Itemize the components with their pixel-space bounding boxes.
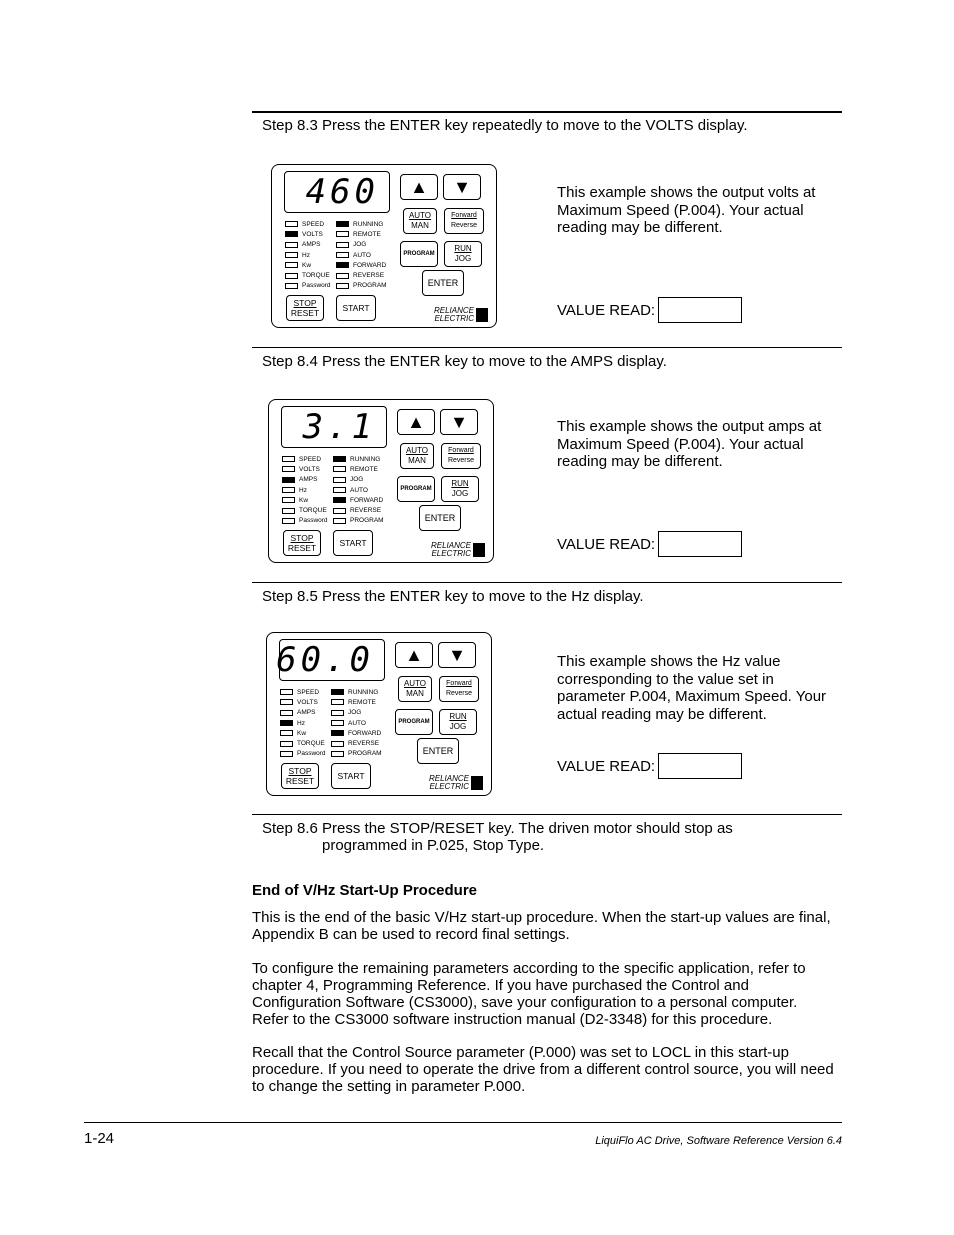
led-indicator [280,741,293,747]
led-indicator [285,252,298,258]
led-indicator [331,741,344,747]
run-jog-key[interactable]: RUN JOG [441,476,479,502]
led-indicator [282,497,295,503]
step-8-3: Step 8.3 Press the ENTER key repeatedly to move to the VOLTS display. [262,117,748,134]
led-kw: Kw [282,495,328,505]
led-indicator [285,273,298,279]
down-arrow-key[interactable] [440,409,478,435]
program-key[interactable]: PROGRAM [397,476,435,502]
led-volts: VOLTS [285,229,331,239]
stop-reset-key[interactable]: STOP RESET [283,530,321,556]
status-leds-left [285,219,331,291]
led-kw: Kw [285,260,331,270]
led-running: RUNNING [331,687,382,697]
led-indicator [336,262,349,268]
lcd-display: 460 [284,171,390,213]
led-kw: Kw [280,728,326,738]
led-indicator [285,283,298,289]
led-indicator [285,221,298,227]
led-torque: TORQUE [282,505,328,515]
led-volts: VOLTS [282,464,328,474]
led-indicator [280,720,293,726]
led-indicator [331,751,344,757]
led-remote: REMOTE [336,229,387,239]
up-arrow-icon: ▲ [405,644,423,665]
led-indicator [282,456,295,462]
led-indicator [280,689,293,695]
lcd-display: 60.0 [279,639,385,681]
led-indicator [331,730,344,736]
led-indicator [336,283,349,289]
led-amps: AMPS [282,475,328,485]
led-indicator [282,466,295,472]
paragraph-1: This is the end of the basic V/Hz start-up procedure. When the start-up values are final, Appendix B can be used to record final settings. [252,909,831,943]
led-remote: REMOTE [331,697,382,707]
keypad-volts [271,164,497,328]
led-speed: SPEED [282,454,328,464]
stop-reset-key[interactable]: STOP RESET [286,295,324,321]
status-leds-right [333,454,384,526]
led-indicator [336,221,349,227]
led-indicator [331,699,344,705]
down-arrow-key[interactable] [438,642,476,668]
top-rule [252,111,842,113]
led-indicator [333,508,346,514]
status-leds-right [336,219,387,291]
reliance-logo-icon [476,308,488,322]
led-indicator [331,720,344,726]
led-speed: SPEED [280,687,326,697]
led-indicator [333,497,346,503]
led-running: RUNNING [333,454,384,464]
status-leds-left [280,687,326,759]
lcd-display: 3.1 [281,406,387,448]
down-arrow-key[interactable] [443,174,481,200]
status-leds-left [282,454,328,526]
led-amps: AMPS [285,240,331,250]
led-password: Password [282,516,328,526]
value-read-label: VALUE READ: [557,535,656,553]
led-volts: VOLTS [280,697,326,707]
led-indicator [333,518,346,524]
value-read-hz [557,753,742,779]
description-volts: This example shows the output volts at Maximum Speed (P.004). Your actual reading may be different. [557,184,816,236]
led-indicator [280,730,293,736]
down-arrow-icon: ▼ [448,644,466,665]
up-arrow-key[interactable] [400,174,438,200]
led-indicator [282,508,295,514]
led-speed: SPEED [285,219,331,229]
up-arrow-icon: ▲ [410,176,428,197]
led-program: PROGRAM [331,749,382,759]
keypad-amps [268,399,494,563]
section-heading: End of V/Hz Start-Up Procedure [252,882,478,899]
forward-reverse-key[interactable]: Forward Reverse [441,443,481,469]
led-indicator [336,273,349,279]
led-indicator [331,710,344,716]
led-auto: AUTO [336,250,387,260]
description-hz: This example shows the Hz value corresponding to the value set in parameter P.004, Maximum Speed. Your actual reading may be different. [557,653,827,723]
led-program: PROGRAM [333,516,384,526]
reliance-logo: RELIANCE ELECTRIC [429,775,469,791]
start-key[interactable]: START [336,295,376,321]
reliance-logo-icon [473,543,485,557]
auto-man-key[interactable]: AUTO MAN [403,208,437,234]
led-forward: FORWARD [333,495,384,505]
led-jog: JOG [331,708,382,718]
led-indicator [336,231,349,237]
led-indicator [282,477,295,483]
led-indicator [331,689,344,695]
value-read-volts [557,297,742,323]
led-indicator [333,466,346,472]
led-forward: FORWARD [331,728,382,738]
paragraph-3: Recall that the Control Source parameter (P.000) was set to LOCL in this start-up procedure. If you need to operate the drive from a different control source, you will need to change the setting in parameter P.000. [252,1044,834,1095]
led-indicator [285,242,298,248]
step-8-6: Step 8.6 Press the STOP/RESET key. The driven motor should stop as [262,820,733,837]
value-read-amps [557,531,742,557]
up-arrow-key[interactable] [395,642,433,668]
value-read-label: VALUE READ: [557,301,656,319]
led-reverse: REVERSE [336,270,387,280]
led-indicator [282,487,295,493]
footer-title: LiquiFlo AC Drive, Software Reference Version 6.4 [595,1135,842,1147]
led-jog: JOG [336,240,387,250]
run-jog-key[interactable]: RUN JOG [444,241,482,267]
led-indicator [280,710,293,716]
up-arrow-key[interactable] [397,409,435,435]
enter-key[interactable]: ENTER [417,738,459,764]
start-key[interactable]: START [331,763,371,789]
stop-reset-key[interactable]: STOP RESET [281,763,319,789]
enter-key[interactable]: ENTER [419,505,461,531]
led-auto: AUTO [333,485,384,495]
step-8-4: Step 8.4 Press the ENTER key to move to the AMPS display. [262,353,667,370]
led-reverse: REVERSE [331,738,382,748]
led-jog: JOG [333,475,384,485]
reliance-logo-icon [471,776,483,790]
description-amps: This example shows the output amps at Maximum Speed (P.004). Your actual reading may be different. [557,418,822,470]
led-indicator [285,262,298,268]
program-key[interactable]: PROGRAM [395,709,433,735]
led-indicator [336,242,349,248]
led-program: PROGRAM [336,281,387,291]
led-indicator [333,456,346,462]
led-indicator [333,477,346,483]
led-indicator [280,699,293,705]
down-arrow-icon: ▼ [450,411,468,432]
forward-reverse-key[interactable]: Forward Reverse [444,208,484,234]
up-arrow-icon: ▲ [407,411,425,432]
led-hz: Hz [285,250,331,260]
value-read-box [658,297,742,323]
led-torque: TORQUE [285,270,331,280]
step-8-6-continued: programmed in P.025, Stop Type. [322,837,545,854]
program-key[interactable]: PROGRAM [400,241,438,267]
auto-man-key[interactable]: AUTO MAN [398,676,432,702]
led-forward: FORWARD [336,260,387,270]
reliance-logo: RELIANCE ELECTRIC [434,307,474,323]
led-running: RUNNING [336,219,387,229]
keypad-hz [266,632,492,796]
forward-reverse-key[interactable]: Forward Reverse [439,676,479,702]
status-leds-right [331,687,382,759]
run-jog-key[interactable]: RUN JOG [439,709,477,735]
divider-3 [252,814,842,815]
led-indicator [333,487,346,493]
led-indicator [280,751,293,757]
auto-man-key[interactable]: AUTO MAN [400,443,434,469]
value-read-box [658,531,742,557]
led-auto: AUTO [331,718,382,728]
led-hz: Hz [282,485,328,495]
led-remote: REMOTE [333,464,384,474]
led-torque: TORQUE [280,738,326,748]
led-password: Password [285,281,331,291]
down-arrow-icon: ▼ [453,176,471,197]
divider-2 [252,582,842,583]
page-number: 1-24 [84,1130,115,1147]
start-key[interactable]: START [333,530,373,556]
led-indicator [285,231,298,237]
led-amps: AMPS [280,708,326,718]
led-hz: Hz [280,718,326,728]
value-read-box [658,753,742,779]
led-indicator [282,518,295,524]
value-read-label: VALUE READ: [557,757,656,775]
paragraph-2: To configure the remaining parameters according to the specific application, refer to chapter 4, Programming Reference. If you have purchased the Control and Configuration Software (CS3000), save your configuration to a personal computer. Refer to the CS3000 software instruction manual (D2-3348) for this procedure. [252,960,806,1028]
divider-1 [252,347,842,348]
led-reverse: REVERSE [333,505,384,515]
led-indicator [336,252,349,258]
enter-key[interactable]: ENTER [422,270,464,296]
led-password: Password [280,749,326,759]
footer-rule [84,1122,842,1123]
reliance-logo: RELIANCE ELECTRIC [431,542,471,558]
step-8-5: Step 8.5 Press the ENTER key to move to the Hz display. [262,588,644,605]
